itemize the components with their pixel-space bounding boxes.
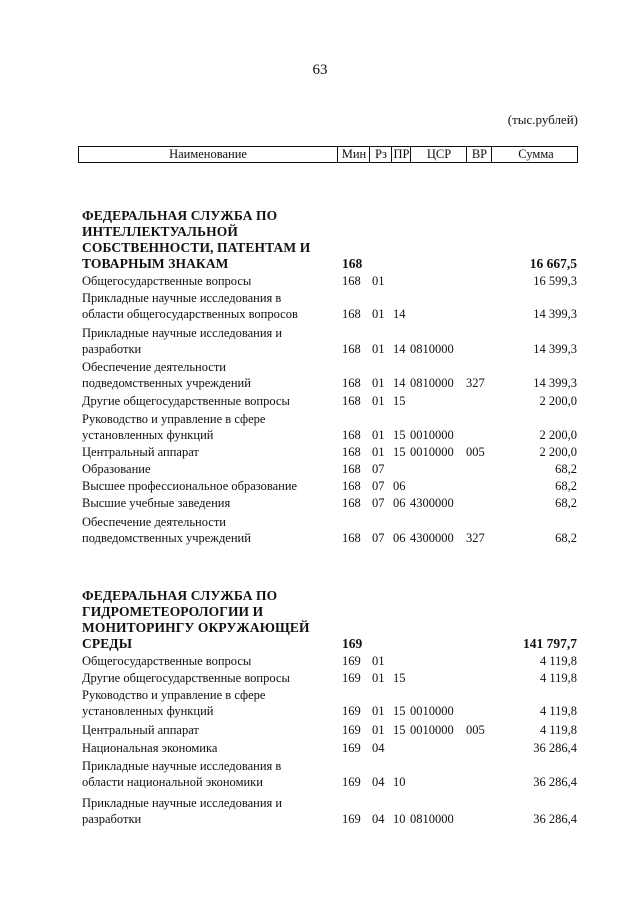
row-rz: 04 bbox=[372, 812, 385, 826]
row-pr: 14 bbox=[393, 342, 406, 356]
row-name-line: Центральный аппарат bbox=[82, 723, 199, 737]
row-name bbox=[82, 444, 337, 460]
row-sum: 14 399,3 bbox=[533, 376, 577, 390]
row-sum: 68,2 bbox=[555, 531, 577, 545]
row-sum: 2 200,0 bbox=[539, 428, 577, 442]
header-sum: Сумма bbox=[491, 147, 580, 162]
row-pr: 14 bbox=[393, 307, 406, 321]
row-name bbox=[82, 461, 337, 477]
row-name-line: Прикладные научные исследования в bbox=[82, 759, 282, 773]
row-sum: 68,2 bbox=[555, 462, 577, 476]
row-pr: 10 bbox=[393, 812, 406, 826]
row-sum: 4 119,8 bbox=[539, 723, 577, 737]
row-rz: 04 bbox=[372, 775, 385, 789]
row-name-line: СРЕДЫ bbox=[82, 636, 133, 651]
row-sum: 14 399,3 bbox=[533, 342, 577, 356]
row-name-line: Центральный аппарат bbox=[82, 445, 199, 459]
row-rz: 04 bbox=[372, 741, 385, 755]
row-vr: 005 bbox=[466, 445, 485, 459]
row-pr: 06 bbox=[393, 531, 406, 545]
row-name bbox=[82, 273, 337, 289]
table-row bbox=[0, 325, 640, 357]
units-label: (тыс.рублей) bbox=[507, 112, 578, 127]
row-csr: 0010000 bbox=[410, 445, 454, 459]
row-name-line: Обеспечение деятельности bbox=[82, 360, 227, 374]
table-row bbox=[0, 411, 640, 443]
row-pr: 14 bbox=[393, 376, 406, 390]
row-rz: 01 bbox=[372, 394, 385, 408]
row-min: 168 bbox=[342, 342, 361, 356]
row-name bbox=[82, 514, 337, 546]
row-name bbox=[82, 411, 337, 443]
row-rz: 01 bbox=[372, 445, 385, 459]
table-row bbox=[0, 478, 640, 494]
table-row bbox=[0, 795, 640, 827]
row-name bbox=[82, 495, 337, 511]
row-name bbox=[82, 653, 337, 669]
row-name bbox=[82, 687, 337, 719]
row-csr: 0010000 bbox=[410, 723, 454, 737]
row-name bbox=[82, 393, 337, 409]
row-min: 169 bbox=[342, 723, 361, 737]
table-row bbox=[0, 722, 640, 738]
table-row bbox=[0, 444, 640, 460]
row-name bbox=[82, 359, 337, 391]
page-number: 63 bbox=[312, 62, 328, 78]
row-name-line: области национальной экономики bbox=[82, 775, 263, 789]
table-row bbox=[0, 758, 640, 790]
table-row bbox=[0, 393, 640, 409]
row-pr: 15 bbox=[393, 428, 406, 442]
row-vr: 005 bbox=[466, 723, 485, 737]
table-row bbox=[0, 687, 640, 719]
row-rz: 07 bbox=[372, 479, 385, 493]
row-rz: 01 bbox=[372, 704, 385, 718]
row-name-line: Образование bbox=[82, 462, 151, 476]
header-rz: Рз bbox=[369, 147, 392, 162]
row-csr: 4300000 bbox=[410, 496, 454, 510]
row-rz: 01 bbox=[372, 723, 385, 737]
row-name-line: ТОВАРНЫМ ЗНАКАМ bbox=[82, 256, 229, 271]
row-name bbox=[82, 290, 337, 322]
table-row bbox=[0, 359, 640, 391]
row-sum: 2 200,0 bbox=[539, 445, 577, 459]
row-name-line: подведомственных учреждений bbox=[82, 531, 251, 545]
row-name-line: СОБСТВЕННОСТИ, ПАТЕНТАМ И bbox=[82, 240, 311, 255]
row-sum: 4 119,8 bbox=[539, 654, 577, 668]
row-pr: 15 bbox=[393, 671, 406, 685]
row-sum: 36 286,4 bbox=[533, 775, 577, 789]
row-min: 168 bbox=[342, 462, 361, 476]
header-name: Наименование bbox=[169, 147, 247, 161]
row-pr: 15 bbox=[393, 445, 406, 459]
row-name bbox=[82, 588, 337, 652]
row-name bbox=[82, 740, 337, 756]
row-sum: 4 119,8 bbox=[539, 671, 577, 685]
row-csr: 0810000 bbox=[410, 376, 454, 390]
row-min: 168 bbox=[342, 496, 361, 510]
row-pr: 10 bbox=[393, 775, 406, 789]
row-min: 169 bbox=[342, 704, 361, 718]
row-name-line: области общегосударственных вопросов bbox=[82, 307, 298, 321]
row-min: 169 bbox=[342, 741, 361, 755]
row-sum: 36 286,4 bbox=[533, 741, 577, 755]
row-name bbox=[82, 478, 337, 494]
row-name-line: Руководство и управление в сфере bbox=[82, 688, 266, 702]
row-csr: 0810000 bbox=[410, 342, 454, 356]
row-min: 168 bbox=[342, 428, 361, 442]
row-pr: 15 bbox=[393, 723, 406, 737]
row-name-line: Обеспечение деятельности bbox=[82, 515, 227, 529]
section-row bbox=[0, 588, 640, 652]
row-name-line: Национальная экономика bbox=[82, 741, 218, 755]
row-rz: 01 bbox=[372, 342, 385, 356]
row-name-line: установленных функций bbox=[82, 704, 214, 718]
row-name-line: установленных функций bbox=[82, 428, 214, 442]
row-min: 169 bbox=[342, 654, 361, 668]
row-pr: 15 bbox=[393, 394, 406, 408]
row-name-line: Общегосударственные вопросы bbox=[82, 274, 252, 288]
row-min: 168 bbox=[342, 307, 361, 321]
row-name-line: Общегосударственные вопросы bbox=[82, 654, 252, 668]
row-sum: 68,2 bbox=[555, 479, 577, 493]
row-rz: 07 bbox=[372, 531, 385, 545]
row-name bbox=[82, 758, 337, 790]
row-name-line: Прикладные научные исследования и bbox=[82, 326, 283, 340]
header-csr: ЦСР bbox=[410, 147, 467, 162]
row-name-line: разработки bbox=[82, 342, 142, 356]
row-name-line: Другие общегосударственные вопросы bbox=[82, 394, 290, 408]
row-name-line: ИНТЕЛЛЕКТУАЛЬНОЙ bbox=[82, 224, 238, 239]
row-rz: 07 bbox=[372, 496, 385, 510]
row-min: 168 bbox=[342, 256, 363, 271]
row-vr: 327 bbox=[466, 376, 485, 390]
row-name bbox=[82, 795, 337, 827]
header-min: Мин bbox=[337, 147, 370, 162]
row-name-line: Прикладные научные исследования в bbox=[82, 291, 282, 305]
table-row bbox=[0, 273, 640, 289]
row-sum: 4 119,8 bbox=[539, 704, 577, 718]
row-rz: 01 bbox=[372, 376, 385, 390]
row-name-line: подведомственных учреждений bbox=[82, 376, 251, 390]
row-pr: 06 bbox=[393, 479, 406, 493]
row-name bbox=[82, 208, 337, 272]
table-row bbox=[0, 461, 640, 477]
row-min: 168 bbox=[342, 479, 361, 493]
table-header bbox=[78, 146, 578, 163]
row-min: 168 bbox=[342, 274, 361, 288]
table-row bbox=[0, 495, 640, 511]
row-name-line: Прикладные научные исследования и bbox=[82, 796, 283, 810]
row-pr: 15 bbox=[393, 704, 406, 718]
row-rz: 01 bbox=[372, 654, 385, 668]
row-min: 169 bbox=[342, 636, 363, 651]
row-name-line: разработки bbox=[82, 812, 142, 826]
row-rz: 01 bbox=[372, 671, 385, 685]
row-csr: 0810000 bbox=[410, 812, 454, 826]
row-min: 168 bbox=[342, 531, 361, 545]
table-row bbox=[0, 290, 640, 322]
row-min: 169 bbox=[342, 775, 361, 789]
row-rz: 01 bbox=[372, 274, 385, 288]
table-row bbox=[0, 514, 640, 546]
row-name-line: ГИДРОМЕТЕОРОЛОГИИ И bbox=[82, 604, 264, 619]
row-csr: 0010000 bbox=[410, 704, 454, 718]
row-min: 168 bbox=[342, 376, 361, 390]
row-name-line: ФЕДЕРАЛЬНАЯ СЛУЖБА ПО bbox=[82, 588, 278, 603]
row-sum: 68,2 bbox=[555, 496, 577, 510]
row-csr: 0010000 bbox=[410, 428, 454, 442]
row-vr: 327 bbox=[466, 531, 485, 545]
table-row bbox=[0, 670, 640, 686]
row-min: 169 bbox=[342, 671, 361, 685]
header-vr: ВР bbox=[466, 147, 492, 162]
row-sum: 16 667,5 bbox=[529, 256, 577, 271]
row-min: 169 bbox=[342, 812, 361, 826]
row-name bbox=[82, 670, 337, 686]
row-min: 168 bbox=[342, 445, 361, 459]
table-row bbox=[0, 653, 640, 669]
row-name-line: Высшие учебные заведения bbox=[82, 496, 231, 510]
row-sum: 16 599,3 bbox=[533, 274, 577, 288]
row-csr: 4300000 bbox=[410, 531, 454, 545]
row-name-line: МОНИТОРИНГУ ОКРУЖАЮЩЕЙ bbox=[82, 620, 310, 635]
row-rz: 07 bbox=[372, 462, 385, 476]
row-name-line: Руководство и управление в сфере bbox=[82, 412, 266, 426]
row-name bbox=[82, 722, 337, 738]
row-sum: 14 399,3 bbox=[533, 307, 577, 321]
table-row bbox=[0, 740, 640, 756]
row-name-line: Другие общегосударственные вопросы bbox=[82, 671, 290, 685]
row-rz: 01 bbox=[372, 428, 385, 442]
section-row bbox=[0, 208, 640, 272]
row-min: 168 bbox=[342, 394, 361, 408]
row-name bbox=[82, 325, 337, 357]
row-sum: 141 797,7 bbox=[523, 636, 577, 651]
header-pr: ПР bbox=[391, 147, 411, 162]
row-name-line: ФЕДЕРАЛЬНАЯ СЛУЖБА ПО bbox=[82, 208, 278, 223]
row-pr: 06 bbox=[393, 496, 406, 510]
row-rz: 01 bbox=[372, 307, 385, 321]
row-sum: 2 200,0 bbox=[539, 394, 577, 408]
row-name-line: Высшее профессиональное образование bbox=[82, 479, 298, 493]
row-sum: 36 286,4 bbox=[533, 812, 577, 826]
